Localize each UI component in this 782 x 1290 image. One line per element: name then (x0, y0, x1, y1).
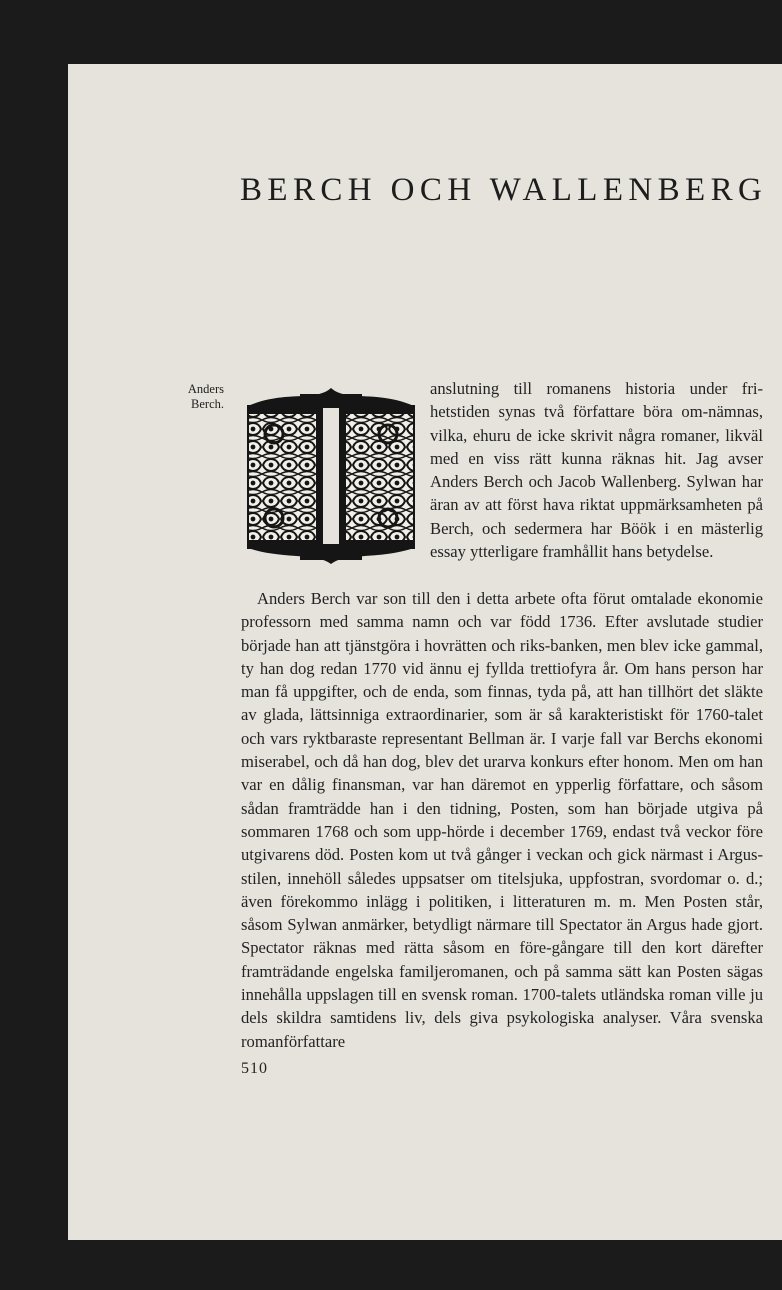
margin-note (172, 382, 224, 412)
ornamental-initial-i-icon (244, 384, 418, 566)
lead-paragraph: anslutning till romanens historia under fri-hetstiden synas två författare böra om-nämnas, vilka, ehuru de icke skrivit några romaner, likväl med en viss rätt kunna räknas hit. Jag avser Anders Berch och Jacob Wallenberg. Sylwan har äran av att först hava riktat uppmärksamheten på Berch, och sedermera har Böök i en mästerlig essay ytterligare framhållit hans betydelse. (430, 379, 763, 562)
margin-note-line: Anders (187, 382, 224, 396)
chapter-title: BERCH OCH WALLENBERG (240, 172, 768, 208)
book-page (68, 64, 782, 1240)
page-number: 510 (241, 1060, 268, 1077)
body-paragraph: Anders Berch var son till den i detta arbete ofta förut omtalade ekonomie professorn med samma namn och var född 1736. Efter avslutade studier började han att tjänstgöra i hovrätten och riks-banken, men blev icke gammal, ty han dog redan 1770 vid ännu ej fyllda trettiofyra år. Om hans person har man få uppgifter, och de enda, som finnas, tyda på, att han tillhört det släkte av glada, lättsinniga extraordinarier, som är så karakteristiskt för 1760-talet och vars ryktbaraste representant Bellman är. I varje fall var Berchs ekonomi miserabel, och då han dog, blev det urarva konkurs efter honom. Men om han var en dålig finansman, var han däremot en ypperlig författare, och såsom sådan framträdde han i den tidning, Posten, som han började utgiva på sommaren 1768 och som upp-hörde i december 1769, endast två veckor före utgivarens död. Posten kom ut två gånger i veckan och gick närmast i Argus-stilen, innehöll således uppsatser om titelsjuka, uppfostran, svordomar o. d.; även förekommo inlägg i politiken, i litteraturen m. m. Men Posten står, såsom Sylwan anmärker, betydligt närmare till Spectator än Argus hade gjort. Spectator räknas med rätta såsom en före-gångare till den kort därefter framträdande engelska familjeromanen, och på samma sätt kan Posten sägas innehålla uppslagen till en svensk roman. 1700-talets utländska roman ville ju dels skildra samtidens liv, dels giva psykologiska analyser. Våra svenska romanförfattare (241, 589, 763, 1051)
margin-note-line: Berch. (191, 397, 224, 411)
